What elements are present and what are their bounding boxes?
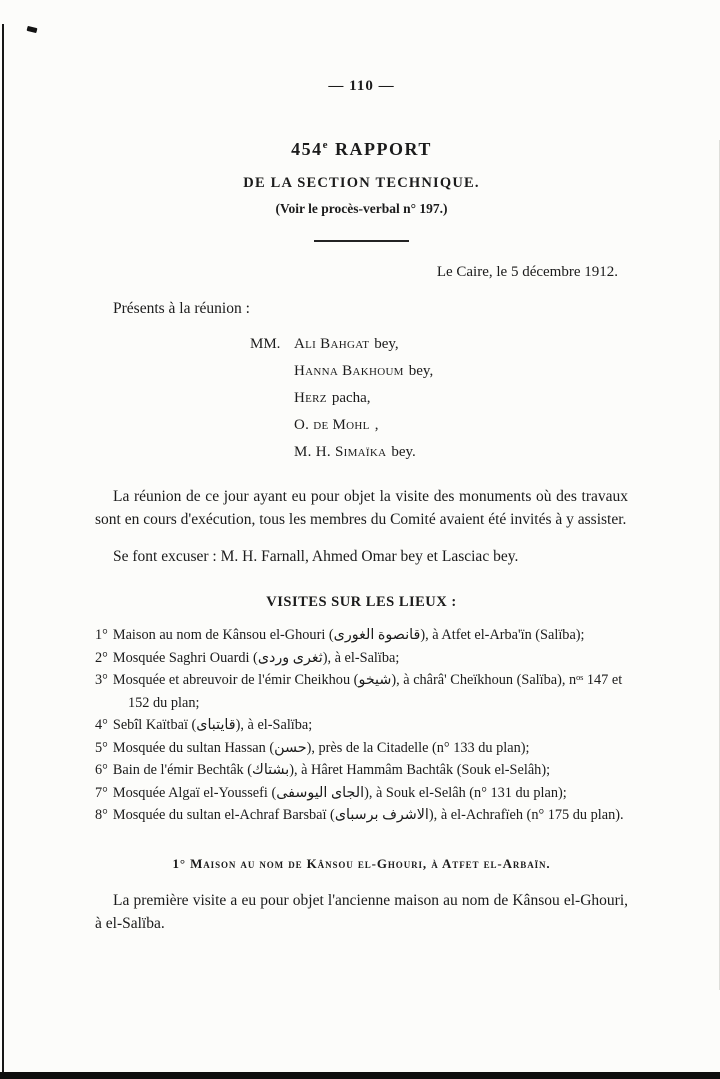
report-title-word: RAPPORT — [335, 139, 432, 159]
report-number-ordinal: e — [322, 139, 329, 151]
paragraph-excuses: Se font excuser : M. H. Farnall, Ahmed Omar bey et Lasciac bey. — [113, 548, 519, 565]
report-number: 454 — [291, 139, 323, 159]
visit-item — [95, 759, 628, 782]
paragraph-reunion: La réunion de ce jour ayant eu pour objet la visite des monuments où des travaux sont en cours d'exécution, tous les membres du Comité avaient été invités à y assister. — [95, 488, 628, 528]
visit-item — [95, 804, 628, 827]
attendee-row — [250, 412, 628, 439]
visit-item — [95, 782, 628, 805]
visit-item-text: Mosquée du sultan Hassan (حسن), près de la Citadelle (n° 133 du plan); — [112, 739, 530, 756]
visit-list — [95, 624, 628, 827]
visit-item-number: 4° — [95, 717, 108, 733]
visit-item-text: Mosquée et abreuvoir de l'émir Cheikhou (شيخو), à chârâ' Cheïkhoun (Salïba), nᵒˢ 147 et 152 du plan; — [112, 672, 623, 711]
visit-item-number: 1° — [95, 627, 108, 643]
attendee-name: M. H. Simaïka — [294, 444, 387, 460]
visit-item-text: Sebîl Kaïtbaï (قايتباى), à el-Salïba; — [112, 717, 313, 733]
attendee-title: bey. — [391, 444, 416, 460]
attendee-title: bey, — [408, 363, 434, 379]
attendee-row — [250, 358, 628, 385]
page-number: — 110 — — [328, 78, 395, 94]
page-content — [95, 0, 628, 935]
report-title — [95, 139, 628, 160]
section-1-heading: 1° Maison au nom de Kânsou el-Ghouri, à Atfet el-Arbaïn. — [172, 855, 551, 871]
scan-artifact-top-left — [27, 26, 38, 33]
presents-intro: Présents à la réunion : — [113, 300, 250, 317]
scan-edge-left — [2, 24, 4, 1079]
attendee-name: Hanna Bakhoum — [294, 363, 404, 379]
attendee-title: pacha, — [331, 390, 371, 406]
attendee-row — [250, 385, 628, 412]
attendee-title: bey, — [374, 336, 399, 352]
visit-item — [95, 624, 628, 647]
visit-item — [95, 669, 628, 714]
section-1-body: La première visite a eu pour objet l'ancienne maison au nom de Kânsou el-Ghouri, à el-Salïba. — [95, 891, 628, 932]
visits-heading: VISITES SUR LES LIEUX : — [266, 594, 457, 610]
visit-item-text: Mosquée Algaï el-Youssefi (الجاى اليوسفى), à Souk el-Selâh (n° 131 du plan); — [112, 784, 567, 801]
visit-item — [95, 647, 628, 670]
attendee-name: Herz — [294, 390, 327, 406]
visit-item-number: 7° — [95, 784, 108, 801]
visit-item — [95, 737, 628, 760]
visit-item-number: 2° — [95, 649, 108, 666]
visit-item-text: Maison au nom de Kânsou el-Ghouri (قانصوة الغورى), à Atfet el-Arba'ïn (Salïba); — [112, 627, 585, 643]
attendee-title: , — [374, 417, 379, 433]
proces-verbal-reference: (Voir le procès-verbal n° 197.) — [275, 201, 448, 216]
visit-item — [95, 714, 628, 737]
visit-item-number: 3° — [95, 672, 108, 688]
visit-item-text: Bain de l'émir Bechtâk (بشتاك), à Hâret Hammâm Bachtâk (Souk el-Selâh); — [112, 762, 551, 778]
attendee-name: Ali Bahgat — [294, 336, 370, 352]
attendees-list — [250, 331, 628, 466]
visit-item-text: Mosquée du sultan el-Achraf Barsbaï (الاشرف برسباى), à el-Achrafïeh (n° 175 du plan). — [112, 807, 624, 823]
visit-item-number: 5° — [95, 739, 108, 756]
divider-rule — [314, 240, 409, 242]
dateline: Le Caire, le 5 décembre 1912. — [436, 264, 618, 280]
visit-item-text: Mosquée Saghri Ouardi (ثغرى وردى), à el-Salïba; — [112, 649, 400, 666]
report-subtitle: DE LA SECTION TECHNIQUE. — [243, 175, 480, 191]
attendee-row — [250, 439, 628, 466]
attendee-row — [250, 331, 628, 358]
scan-edge-bottom — [0, 1072, 720, 1079]
visit-item-number: 6° — [95, 762, 108, 778]
visit-item-number: 8° — [95, 807, 108, 823]
attendee-name: O. de Mohl — [294, 417, 370, 433]
attendee-prefix: MM. — [250, 336, 281, 352]
